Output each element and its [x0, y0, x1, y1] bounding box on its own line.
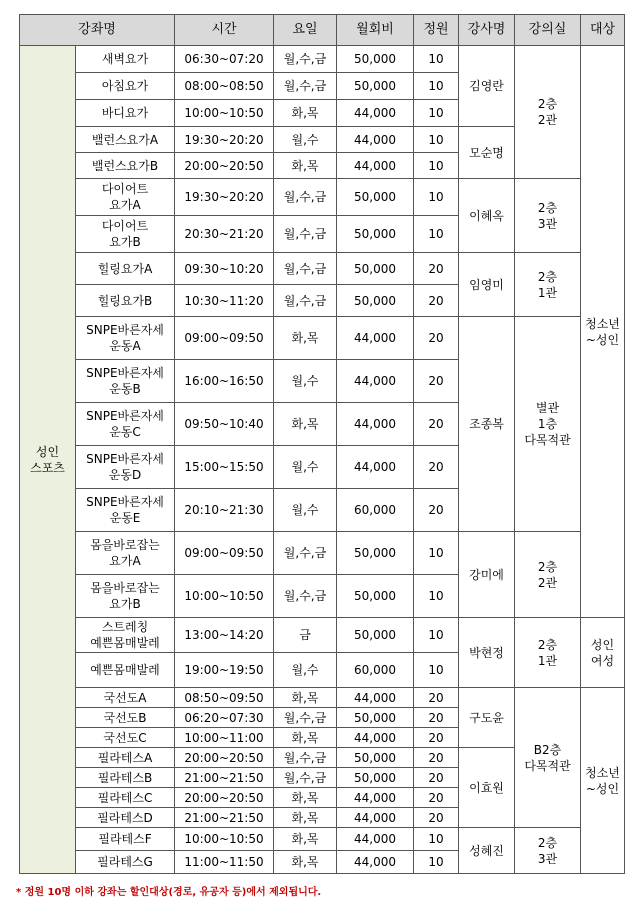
class-name: 다이어트 요가B: [76, 216, 175, 253]
table-row: [20, 688, 625, 708]
header-target: 대상: [581, 15, 625, 46]
fee: 50,000: [337, 73, 414, 100]
days: 화,목: [274, 403, 337, 446]
class-name: SNPE바른자세 운동E: [76, 489, 175, 532]
instructor: 조종복: [459, 317, 515, 532]
days: 화,목: [274, 851, 337, 874]
time: 15:00~15:50: [175, 446, 274, 489]
days: 월,수,금: [274, 575, 337, 618]
days: 월,수: [274, 446, 337, 489]
class-name: 예쁜몸매발레: [76, 653, 175, 688]
capacity: 10: [414, 653, 459, 688]
class-name: 바디요가: [76, 100, 175, 127]
capacity: 10: [414, 127, 459, 153]
class-name: 힐링요가A: [76, 253, 175, 285]
time: 19:30~20:20: [175, 179, 274, 216]
capacity: 20: [414, 360, 459, 403]
fee: 44,000: [337, 446, 414, 489]
days: 월,수: [274, 127, 337, 153]
time: 21:00~21:50: [175, 768, 274, 788]
days: 월,수,금: [274, 216, 337, 253]
days: 월,수,금: [274, 768, 337, 788]
days: 월,수: [274, 653, 337, 688]
fee: 44,000: [337, 728, 414, 748]
days: 월,수,금: [274, 253, 337, 285]
capacity: 10: [414, 46, 459, 73]
header-row: [20, 15, 625, 46]
days: 화,목: [274, 100, 337, 127]
header-room: 강의실: [515, 15, 581, 46]
fee: 50,000: [337, 618, 414, 653]
time: 09:30~10:20: [175, 253, 274, 285]
header-monthly-fee: 월회비: [337, 15, 414, 46]
target: 청소년 ~성인: [581, 688, 625, 874]
time: 10:00~10:50: [175, 100, 274, 127]
fee: 44,000: [337, 808, 414, 828]
fee: 50,000: [337, 216, 414, 253]
fee: 44,000: [337, 828, 414, 851]
time: 06:30~07:20: [175, 46, 274, 73]
room: B2층 다목적관: [515, 688, 581, 828]
fee: 44,000: [337, 788, 414, 808]
days: 월,수,금: [274, 73, 337, 100]
capacity: 20: [414, 317, 459, 360]
instructor: 박현정: [459, 618, 515, 688]
time: 10:00~10:50: [175, 575, 274, 618]
days: 월,수: [274, 360, 337, 403]
instructor: 모순명: [459, 127, 515, 179]
capacity: 20: [414, 788, 459, 808]
footnote: * 정원 10명 이하 강좌는 할인대상(경로, 유공자 등)에서 제외됩니다.: [16, 887, 322, 898]
instructor: 구도윤: [459, 688, 515, 748]
days: 월,수: [274, 489, 337, 532]
table-row: [20, 253, 625, 285]
class-name: 다이어트 요가A: [76, 179, 175, 216]
fee: 50,000: [337, 768, 414, 788]
capacity: 10: [414, 618, 459, 653]
time: 19:30~20:20: [175, 127, 274, 153]
time: 20:00~20:50: [175, 153, 274, 179]
days: 월,수,금: [274, 285, 337, 317]
class-name: 국선도C: [76, 728, 175, 748]
class-name: 필라테스B: [76, 768, 175, 788]
target: 청소년 ~성인: [581, 46, 625, 618]
time: 09:00~09:50: [175, 317, 274, 360]
class-name: 스트레칭 예쁜몸매발레: [76, 618, 175, 653]
class-name: SNPE바른자세 운동B: [76, 360, 175, 403]
fee: 60,000: [337, 489, 414, 532]
fee: 60,000: [337, 653, 414, 688]
days: 화,목: [274, 688, 337, 708]
capacity: 10: [414, 851, 459, 874]
fee: 44,000: [337, 317, 414, 360]
days: 화,목: [274, 808, 337, 828]
time: 09:00~09:50: [175, 532, 274, 575]
table-row: [20, 618, 625, 653]
capacity: 20: [414, 253, 459, 285]
capacity: 10: [414, 216, 459, 253]
time: 08:50~09:50: [175, 688, 274, 708]
class-name: 몸을바로잡는 요가B: [76, 575, 175, 618]
class-name: 필라테스A: [76, 748, 175, 768]
capacity: 10: [414, 532, 459, 575]
days: 화,목: [274, 153, 337, 179]
table-row: [20, 46, 625, 73]
fee: 44,000: [337, 153, 414, 179]
fee: 44,000: [337, 851, 414, 874]
fee: 50,000: [337, 285, 414, 317]
time: 10:00~11:00: [175, 728, 274, 748]
class-name: 국선도A: [76, 688, 175, 708]
capacity: 20: [414, 768, 459, 788]
room: 별관 1층 다목적관: [515, 317, 581, 532]
time: 10:30~11:20: [175, 285, 274, 317]
class-name: 아침요가: [76, 73, 175, 100]
days: 화,목: [274, 317, 337, 360]
fee: 50,000: [337, 532, 414, 575]
room: 2층 1관: [515, 253, 581, 317]
header-class-name: 강좌명: [20, 15, 175, 46]
capacity: 20: [414, 728, 459, 748]
class-name: 밸런스요가B: [76, 153, 175, 179]
class-name: 필라테스C: [76, 788, 175, 808]
header-instructor: 강사명: [459, 15, 515, 46]
instructor: 임영미: [459, 253, 515, 317]
fee: 44,000: [337, 688, 414, 708]
instructor: 강미에: [459, 532, 515, 618]
room: 2층 3관: [515, 828, 581, 874]
header-capacity: 정원: [414, 15, 459, 46]
fee: 50,000: [337, 46, 414, 73]
capacity: 20: [414, 403, 459, 446]
header-days: 요일: [274, 15, 337, 46]
capacity: 20: [414, 688, 459, 708]
header-time: 시간: [175, 15, 274, 46]
class-name: SNPE바른자세 운동C: [76, 403, 175, 446]
capacity: 10: [414, 828, 459, 851]
class-name: 새벽요가: [76, 46, 175, 73]
table-row: [20, 317, 625, 360]
capacity: 20: [414, 489, 459, 532]
days: 화,목: [274, 788, 337, 808]
days: 화,목: [274, 728, 337, 748]
room: 2층 2관: [515, 46, 581, 179]
fee: 50,000: [337, 253, 414, 285]
days: 월,수,금: [274, 46, 337, 73]
days: 화,목: [274, 828, 337, 851]
class-name: 몸을바로잡는 요가A: [76, 532, 175, 575]
capacity: 10: [414, 100, 459, 127]
time: 11:00~11:50: [175, 851, 274, 874]
class-name: 밸런스요가A: [76, 127, 175, 153]
table-row: [20, 532, 625, 575]
time: 19:00~19:50: [175, 653, 274, 688]
category-cell: 성인 스포츠: [20, 46, 76, 874]
days: 월,수,금: [274, 748, 337, 768]
capacity: 20: [414, 285, 459, 317]
time: 16:00~16:50: [175, 360, 274, 403]
class-name: 필라테스F: [76, 828, 175, 851]
fee: 44,000: [337, 360, 414, 403]
instructor: 김영란: [459, 46, 515, 127]
room: 2층 1관: [515, 618, 581, 688]
time: 06:20~07:30: [175, 708, 274, 728]
days: 금: [274, 618, 337, 653]
fee: 50,000: [337, 748, 414, 768]
time: 20:00~20:50: [175, 788, 274, 808]
capacity: 20: [414, 708, 459, 728]
fee: 44,000: [337, 100, 414, 127]
instructor: 이혜옥: [459, 179, 515, 253]
fee: 44,000: [337, 403, 414, 446]
target: 성인 여성: [581, 618, 625, 688]
days: 월,수,금: [274, 532, 337, 575]
class-schedule-table: [19, 14, 625, 874]
capacity: 10: [414, 153, 459, 179]
fee: 50,000: [337, 708, 414, 728]
time: 13:00~14:20: [175, 618, 274, 653]
capacity: 10: [414, 179, 459, 216]
days: 월,수,금: [274, 708, 337, 728]
fee: 44,000: [337, 127, 414, 153]
class-name: 힐링요가B: [76, 285, 175, 317]
time: 09:50~10:40: [175, 403, 274, 446]
capacity: 10: [414, 73, 459, 100]
days: 월,수,금: [274, 179, 337, 216]
time: 20:00~20:50: [175, 748, 274, 768]
capacity: 10: [414, 575, 459, 618]
class-name: SNPE바른자세 운동A: [76, 317, 175, 360]
room: 2층 3관: [515, 179, 581, 253]
table-row: [20, 179, 625, 216]
instructor: 이효원: [459, 748, 515, 828]
fee: 50,000: [337, 575, 414, 618]
time: 21:00~21:50: [175, 808, 274, 828]
time: 10:00~10:50: [175, 828, 274, 851]
class-name: 필라테스D: [76, 808, 175, 828]
table-row: [20, 828, 625, 851]
capacity: 20: [414, 748, 459, 768]
class-name: SNPE바른자세 운동D: [76, 446, 175, 489]
instructor: 성혜진: [459, 828, 515, 874]
capacity: 20: [414, 808, 459, 828]
time: 08:00~08:50: [175, 73, 274, 100]
room: 2층 2관: [515, 532, 581, 618]
fee: 50,000: [337, 179, 414, 216]
capacity: 20: [414, 446, 459, 489]
time: 20:10~21:30: [175, 489, 274, 532]
class-name: 필라테스G: [76, 851, 175, 874]
class-name: 국선도B: [76, 708, 175, 728]
time: 20:30~21:20: [175, 216, 274, 253]
